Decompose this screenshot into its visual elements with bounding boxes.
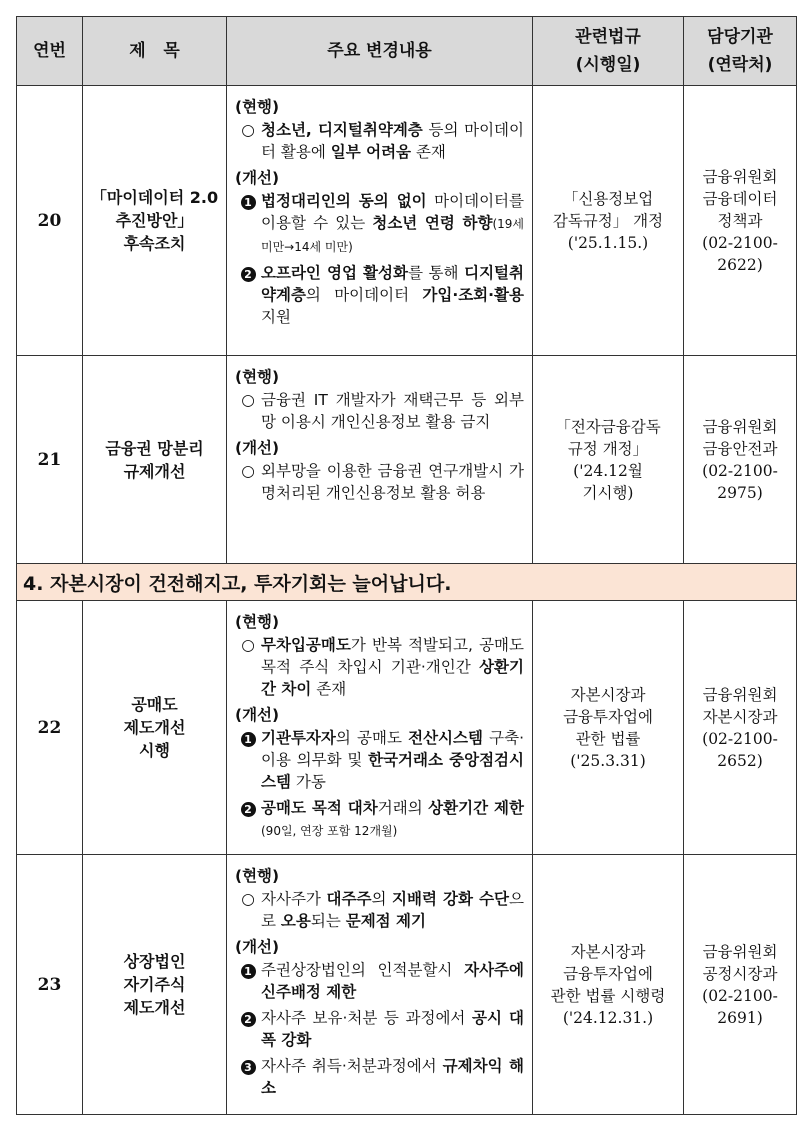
row-content [227, 86, 533, 356]
org-line: (02-2100- [702, 986, 778, 1005]
circle-bullet-icon: ○ [241, 636, 255, 654]
header-law-line2: (시행일) [575, 55, 641, 75]
law-line: 자본시장과 [570, 942, 646, 961]
row-law [533, 855, 684, 1115]
org-line: 금융위원회 [702, 942, 778, 961]
number-1-icon [235, 959, 261, 1003]
table-row [17, 855, 797, 1115]
bold-text: 규제차익 해소 [261, 1057, 524, 1097]
list-item [235, 888, 524, 932]
current-label: (현행) [235, 98, 280, 116]
item-text [261, 797, 524, 842]
row-law [533, 601, 684, 855]
number-badge: 1 [241, 195, 256, 210]
policy-table [16, 16, 797, 1115]
improve-label: (개선) [235, 706, 280, 724]
circle-bullet-icon: ○ [241, 462, 255, 480]
item-text [261, 119, 524, 163]
circle-bullet-icon: ○ [241, 121, 255, 139]
row-title-line: 규제개선 [123, 461, 186, 481]
org-line: (02-2100- [702, 233, 778, 252]
row-org [684, 601, 797, 855]
header-no: 연번 [17, 17, 83, 86]
item-text [261, 959, 524, 1003]
header-org [684, 17, 797, 86]
law-line: 금융투자업에 [563, 964, 653, 983]
row-content [227, 601, 533, 855]
text: 자사주 취득·처분과정에서 [261, 1057, 443, 1075]
text: 지원 [261, 308, 291, 326]
row-title-line: 금융권 망분리 [105, 438, 204, 458]
law-line: ('25.3.31) [570, 751, 646, 770]
bold-text: 청소년 연령 하향 [372, 214, 493, 232]
bold-text: 문제점 제기 [345, 912, 426, 930]
row-title-line: 공매도 [131, 695, 178, 714]
number-badge: 3 [241, 1060, 256, 1075]
header-law-line1: 관련법규 [575, 27, 641, 47]
text: 되는 [310, 912, 346, 930]
list-item [235, 1055, 524, 1099]
bold-text: 자사주에 신주배정 제한 [261, 961, 524, 1001]
text: 의 [371, 890, 393, 908]
bold-text: 가입·조회·활용 [422, 286, 524, 304]
bold-text: 대주주 [326, 890, 372, 908]
text: 를 통해 [407, 264, 465, 282]
row-title-line: 상장법인 [123, 952, 186, 971]
row-law [533, 86, 684, 356]
bold-text: 상환기간 차이 [261, 658, 524, 698]
row-number: 22 [17, 601, 83, 855]
text: 마이데이터를 이용할 수 있는 [261, 192, 525, 232]
table-row [17, 601, 797, 855]
text: 으로 [261, 890, 524, 930]
list-item [235, 190, 524, 258]
header-row [17, 17, 797, 86]
improve-label: (개선) [235, 938, 280, 956]
row-title-line: 후속조치 [123, 234, 186, 253]
list-item [235, 262, 524, 328]
law-line: 자본시장과 [570, 685, 646, 704]
bold-text: 일부 어려움 [330, 143, 412, 161]
org-line: 2622) [717, 255, 763, 274]
text: 의 마이데이터 [305, 286, 423, 304]
org-line: 금융위원회 [702, 417, 778, 436]
law-line: ('24.12.31.) [562, 1008, 654, 1027]
org-line: 자본시장과 [702, 707, 778, 726]
text: 주권상장법인의 인적분할시 [261, 961, 465, 979]
section-title: 4. 자본시장이 건전해지고, 투자기회는 늘어납니다. [17, 564, 797, 601]
circle-bullet-icon: ○ [241, 391, 255, 409]
number-1-icon [235, 727, 261, 793]
text: 자사주가 [261, 890, 327, 908]
law-line: 관한 법률 [575, 729, 641, 748]
section-header-row [17, 564, 797, 601]
bold-text: 지배력 강화 수단 [392, 890, 510, 908]
bold-text: 오프라인 영업 활성화 [261, 264, 408, 282]
law-line: ('24.12월 [573, 461, 643, 480]
current-label: (현행) [235, 368, 280, 386]
item-text [261, 1055, 524, 1099]
bold-text: 법정대리인의 동의 없이 [261, 192, 427, 210]
text: 가 반복 적발되고, 공매도 목적 주식 차입시 기관·개인간 [261, 636, 524, 676]
row-title-line: 「마이데이터 2.0 [90, 188, 219, 207]
table-row [17, 86, 797, 356]
item-text: 외부망을 이용한 금융권 연구개발시 가명처리된 개인신용정보 활용 허용 [261, 462, 524, 502]
row-title-line: 시행 [139, 741, 170, 760]
small-text: (90일, 연장 포함 12개월) [261, 824, 398, 838]
row-title-line: 제도개선 [123, 718, 186, 737]
number-badge: 2 [241, 267, 256, 282]
list-item [235, 389, 524, 433]
bold-text: 공시 대폭 강화 [261, 1009, 524, 1049]
item-text [261, 190, 524, 258]
circle-bullet-icon: ○ [241, 890, 255, 908]
small-text: (19세 미만→14세 미만) [261, 217, 524, 254]
item-text [261, 1007, 524, 1051]
row-title [83, 855, 227, 1115]
bold-text: 한국거래소 중앙점검시스템 [261, 751, 524, 791]
org-line: 공정시장과 [702, 964, 778, 983]
list-item [235, 460, 524, 504]
law-line: ('25.1.15.) [567, 233, 649, 252]
row-content [227, 356, 533, 564]
list-item [235, 959, 524, 1003]
text: 등의 마이데이터 활용에 [261, 121, 524, 161]
law-line: 관한 법률 시행령 [550, 986, 666, 1005]
header-title: 제 목 [83, 17, 227, 86]
law-line: 기시행) [582, 483, 634, 502]
number-badge: 1 [241, 732, 256, 747]
bold-text: 청소년, 디지털취약계층 [261, 121, 423, 139]
text: 구축·이용 의무화 및 [261, 729, 524, 769]
current-label: (현행) [235, 867, 280, 885]
text: 가동 [290, 773, 326, 791]
org-line: 2975) [717, 483, 763, 502]
org-line: 금융데이터 [702, 189, 778, 208]
row-content [227, 855, 533, 1115]
bold-text: 오용 [280, 912, 311, 930]
law-line: 「전자금융감독 [555, 417, 661, 436]
number-1-icon [235, 190, 261, 258]
current-label: (현행) [235, 613, 280, 631]
list-item [235, 119, 524, 163]
item-text [261, 262, 524, 328]
law-line: 규정 개정」 [567, 439, 649, 458]
list-item [235, 1007, 524, 1051]
org-line: (02-2100- [702, 729, 778, 748]
row-title-line: 제도개선 [123, 998, 186, 1017]
org-line: 2691) [717, 1008, 763, 1027]
text: 존재 [411, 143, 446, 161]
list-item [235, 634, 524, 700]
item-text [261, 634, 524, 700]
row-title-line: 추진방안」 [115, 211, 194, 230]
improve-label: (개선) [235, 169, 280, 187]
row-title [83, 601, 227, 855]
number-2-icon [235, 262, 261, 328]
law-line: 금융투자업에 [563, 707, 653, 726]
row-title-line: 자기주식 [123, 975, 186, 994]
text: 거래의 [377, 799, 429, 817]
row-org [684, 855, 797, 1115]
text: 자사주 보유·처분 등 과정에서 [261, 1009, 472, 1027]
item-text [261, 888, 524, 932]
row-title [83, 86, 227, 356]
bold-text: 상환기간 제한 [428, 799, 524, 817]
row-number: 20 [17, 86, 83, 356]
header-content: 주요 변경내용 [227, 17, 533, 86]
improve-label: (개선) [235, 439, 280, 457]
text: 의 공매도 [335, 729, 409, 747]
header-law [533, 17, 684, 86]
number-2-icon [235, 797, 261, 842]
org-line: 2652) [717, 751, 763, 770]
header-org-line1: 담당기관 [707, 27, 773, 47]
number-badge: 2 [241, 1012, 256, 1027]
bold-text: 기관투자자 [261, 729, 336, 747]
bold-text: 무차입공매도 [261, 636, 351, 654]
row-org [684, 356, 797, 564]
item-text: 금융권 IT 개발자가 재택근무 등 외부망 이용시 개인신용정보 활용 금지 [261, 391, 524, 431]
number-3-icon [235, 1055, 261, 1099]
row-org [684, 86, 797, 356]
bold-text: 전산시스템 [408, 729, 483, 747]
bold-text: 디지털취약계층 [261, 264, 524, 304]
bold-text: 공매도 목적 대차 [261, 799, 378, 817]
law-line: 감독규정」 개정 [552, 211, 664, 230]
row-law [533, 356, 684, 564]
list-item [235, 727, 524, 793]
header-org-line2: (연락처) [707, 55, 773, 75]
text: 존재 [311, 680, 347, 698]
number-badge: 2 [241, 802, 256, 817]
table-row [17, 356, 797, 564]
row-number: 23 [17, 855, 83, 1115]
org-line: 금융위원회 [702, 685, 778, 704]
row-number: 21 [17, 356, 83, 564]
org-line: 금융안전과 [702, 439, 778, 458]
org-line: (02-2100- [702, 461, 778, 480]
number-2-icon [235, 1007, 261, 1051]
law-line: 「신용정보업 [562, 189, 654, 208]
row-title [83, 356, 227, 564]
list-item [235, 797, 524, 842]
org-line: 금융위원회 [702, 167, 778, 186]
item-text [261, 727, 524, 793]
org-line: 정책과 [717, 211, 763, 230]
number-badge: 1 [241, 964, 256, 979]
